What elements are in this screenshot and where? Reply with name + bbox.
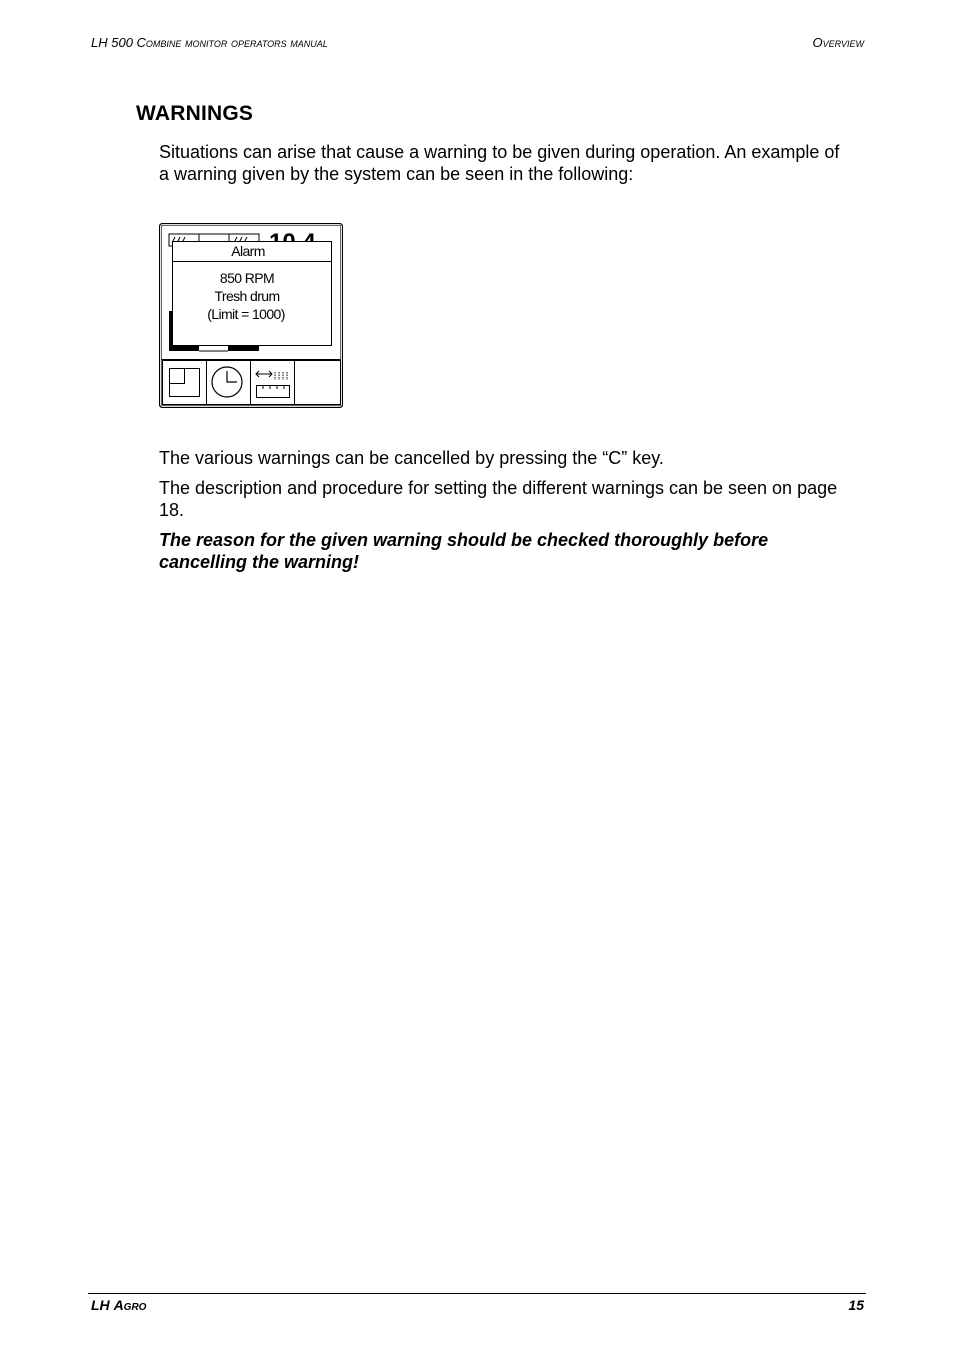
alarm-source: Tresh drum <box>214 288 280 304</box>
page-number: 15 <box>848 1297 864 1313</box>
alarm-limit: (Limit = 1000) <box>207 306 285 322</box>
caution-paragraph: The reason for the given warning should be checked thoroughly before cancelling the warning! <box>159 530 769 572</box>
monitor-screen-illustration <box>159 223 343 408</box>
cancel-paragraph: The various warnings can be cancelled by pressing the “C” key. <box>159 448 664 468</box>
section-heading: WARNINGS <box>136 102 254 125</box>
alarm-value: 850 RPM <box>219 270 275 286</box>
header-manual-title: LH 500 Combine monitor operators manual <box>91 35 328 50</box>
footer-brand: LH Agro <box>91 1297 147 1313</box>
left-bar-graphic <box>169 311 172 349</box>
alarm-title: Alarm <box>231 243 265 259</box>
footer-divider <box>88 1293 866 1294</box>
header-section-title: Overview <box>812 35 864 50</box>
description-paragraph: The description and procedure for setting the different warnings can be seen on page 18. <box>159 478 838 520</box>
intro-paragraph: Situations can arise that cause a warning to be given during operation. An example of a warning given by the system can be seen in the following: <box>159 142 840 184</box>
alarm-dialog <box>173 242 332 346</box>
